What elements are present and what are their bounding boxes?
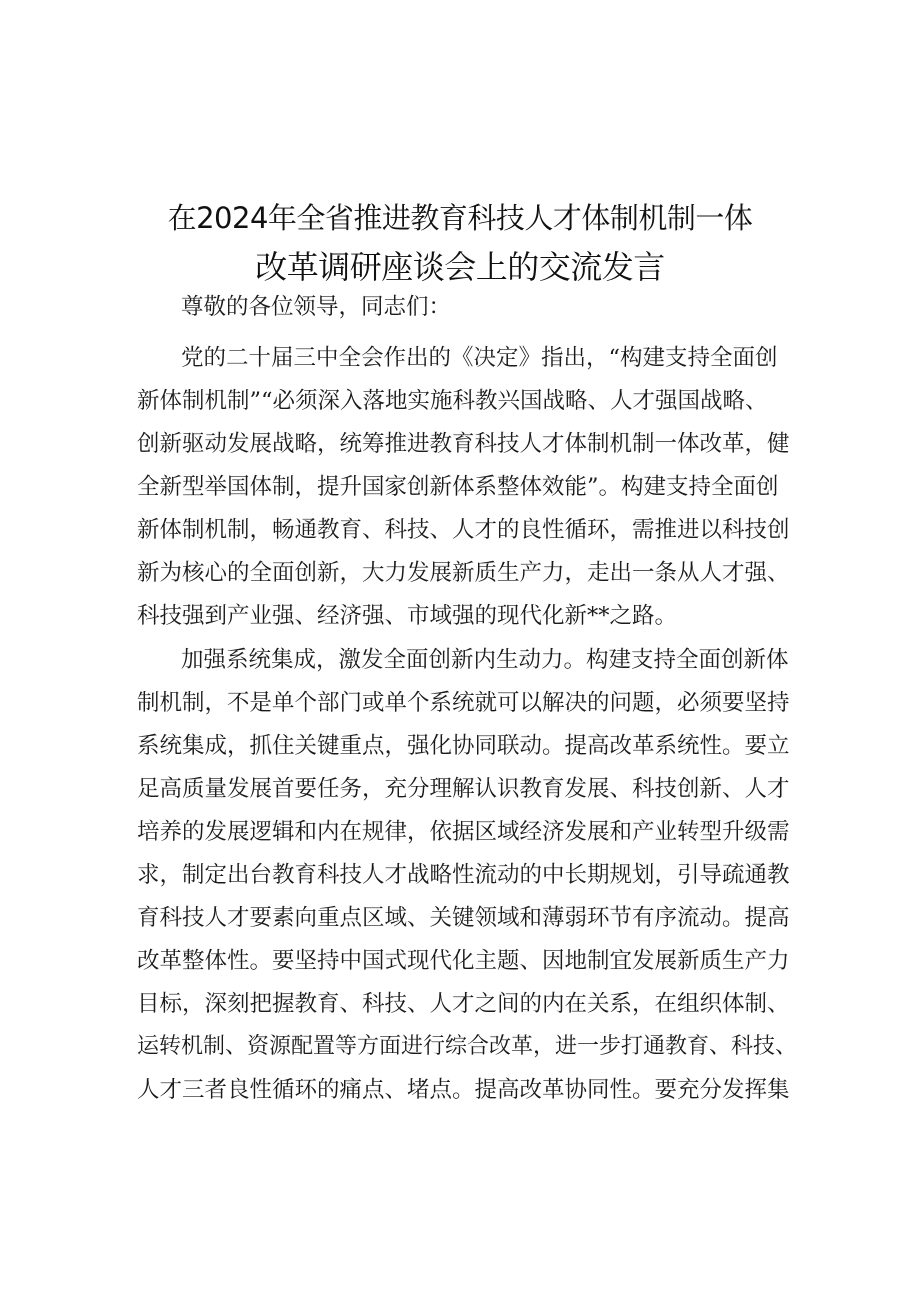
- paragraph-2-line: 育科技人才要素向重点区域、关键领域和薄弱环节有序流动。提高: [137, 905, 790, 931]
- paragraph-1-line: 科技强到产业强、经济强、市域强的现代化新**之路。: [137, 603, 678, 629]
- paragraph-1-line: 新体制机制”“必须深入落地实施科教兴国战略、人才强国战略、: [137, 388, 768, 414]
- paragraph-1-line: 党的二十届三中全会作出的《决定》指出，“构建支持全面创: [181, 345, 778, 371]
- paragraph-1-line: 新为核心的全面创新，大力发展新质生产力，走出一条从人才强、: [137, 560, 790, 586]
- document-title-line-1: 在2024年全省推进教育科技人才体制机制一体: [167, 201, 753, 235]
- paragraph-2-line: 制机制，不是单个部门或单个系统就可以解决的问题，必须要坚持: [137, 690, 790, 716]
- paragraph-2-line: 目标，深刻把握教育、科技、人才之间的内在关系，在组织体制、: [137, 991, 790, 1017]
- paragraph-2-line: 改革整体性。要坚持中国式现代化主题、因地制宜发展新质生产力: [137, 948, 790, 974]
- document-title-line-2: 改革调研座谈会上的交流发言: [255, 248, 665, 286]
- paragraph-2-line: 加强系统集成，激发全面创新内生动力。构建支持全面创新体: [181, 647, 789, 673]
- paragraph-1-line: 全新型举国体制，提升国家创新体系整体效能”。构建支持全面创: [137, 474, 779, 500]
- paragraph-2-line: 系统集成，抓住关键重点，强化协同联动。提高改革系统性。要立: [137, 733, 790, 759]
- paragraph-2-line: 求，制定出台教育科技人才战略性流动的中长期规划，引导疏通教: [137, 862, 790, 888]
- salutation: 尊敬的各位领导，同志们：: [181, 294, 452, 320]
- paragraph-2-line: 足高质量发展首要任务，充分理解认识教育发展、科技创新、人才: [137, 776, 790, 802]
- paragraph-1-line: 新体制机制，畅通教育、科技、人才的良性循环，需推进以科技创: [137, 517, 790, 543]
- paragraph-2-line: 人才三者良性循环的痛点、堵点。提高改革协同性。要充分发挥集: [137, 1077, 790, 1103]
- paragraph-2-line: 培养的发展逻辑和内在规律，依据区域经济发展和产业转型升级需: [137, 819, 790, 845]
- paragraph-1-line: 创新驱动发展战略，统筹推进教育科技人才体制机制一体改革，健: [137, 431, 790, 457]
- paragraph-2-line: 运转机制、资源配置等方面进行综合改革，进一步打通教育、科技、: [137, 1034, 798, 1059]
